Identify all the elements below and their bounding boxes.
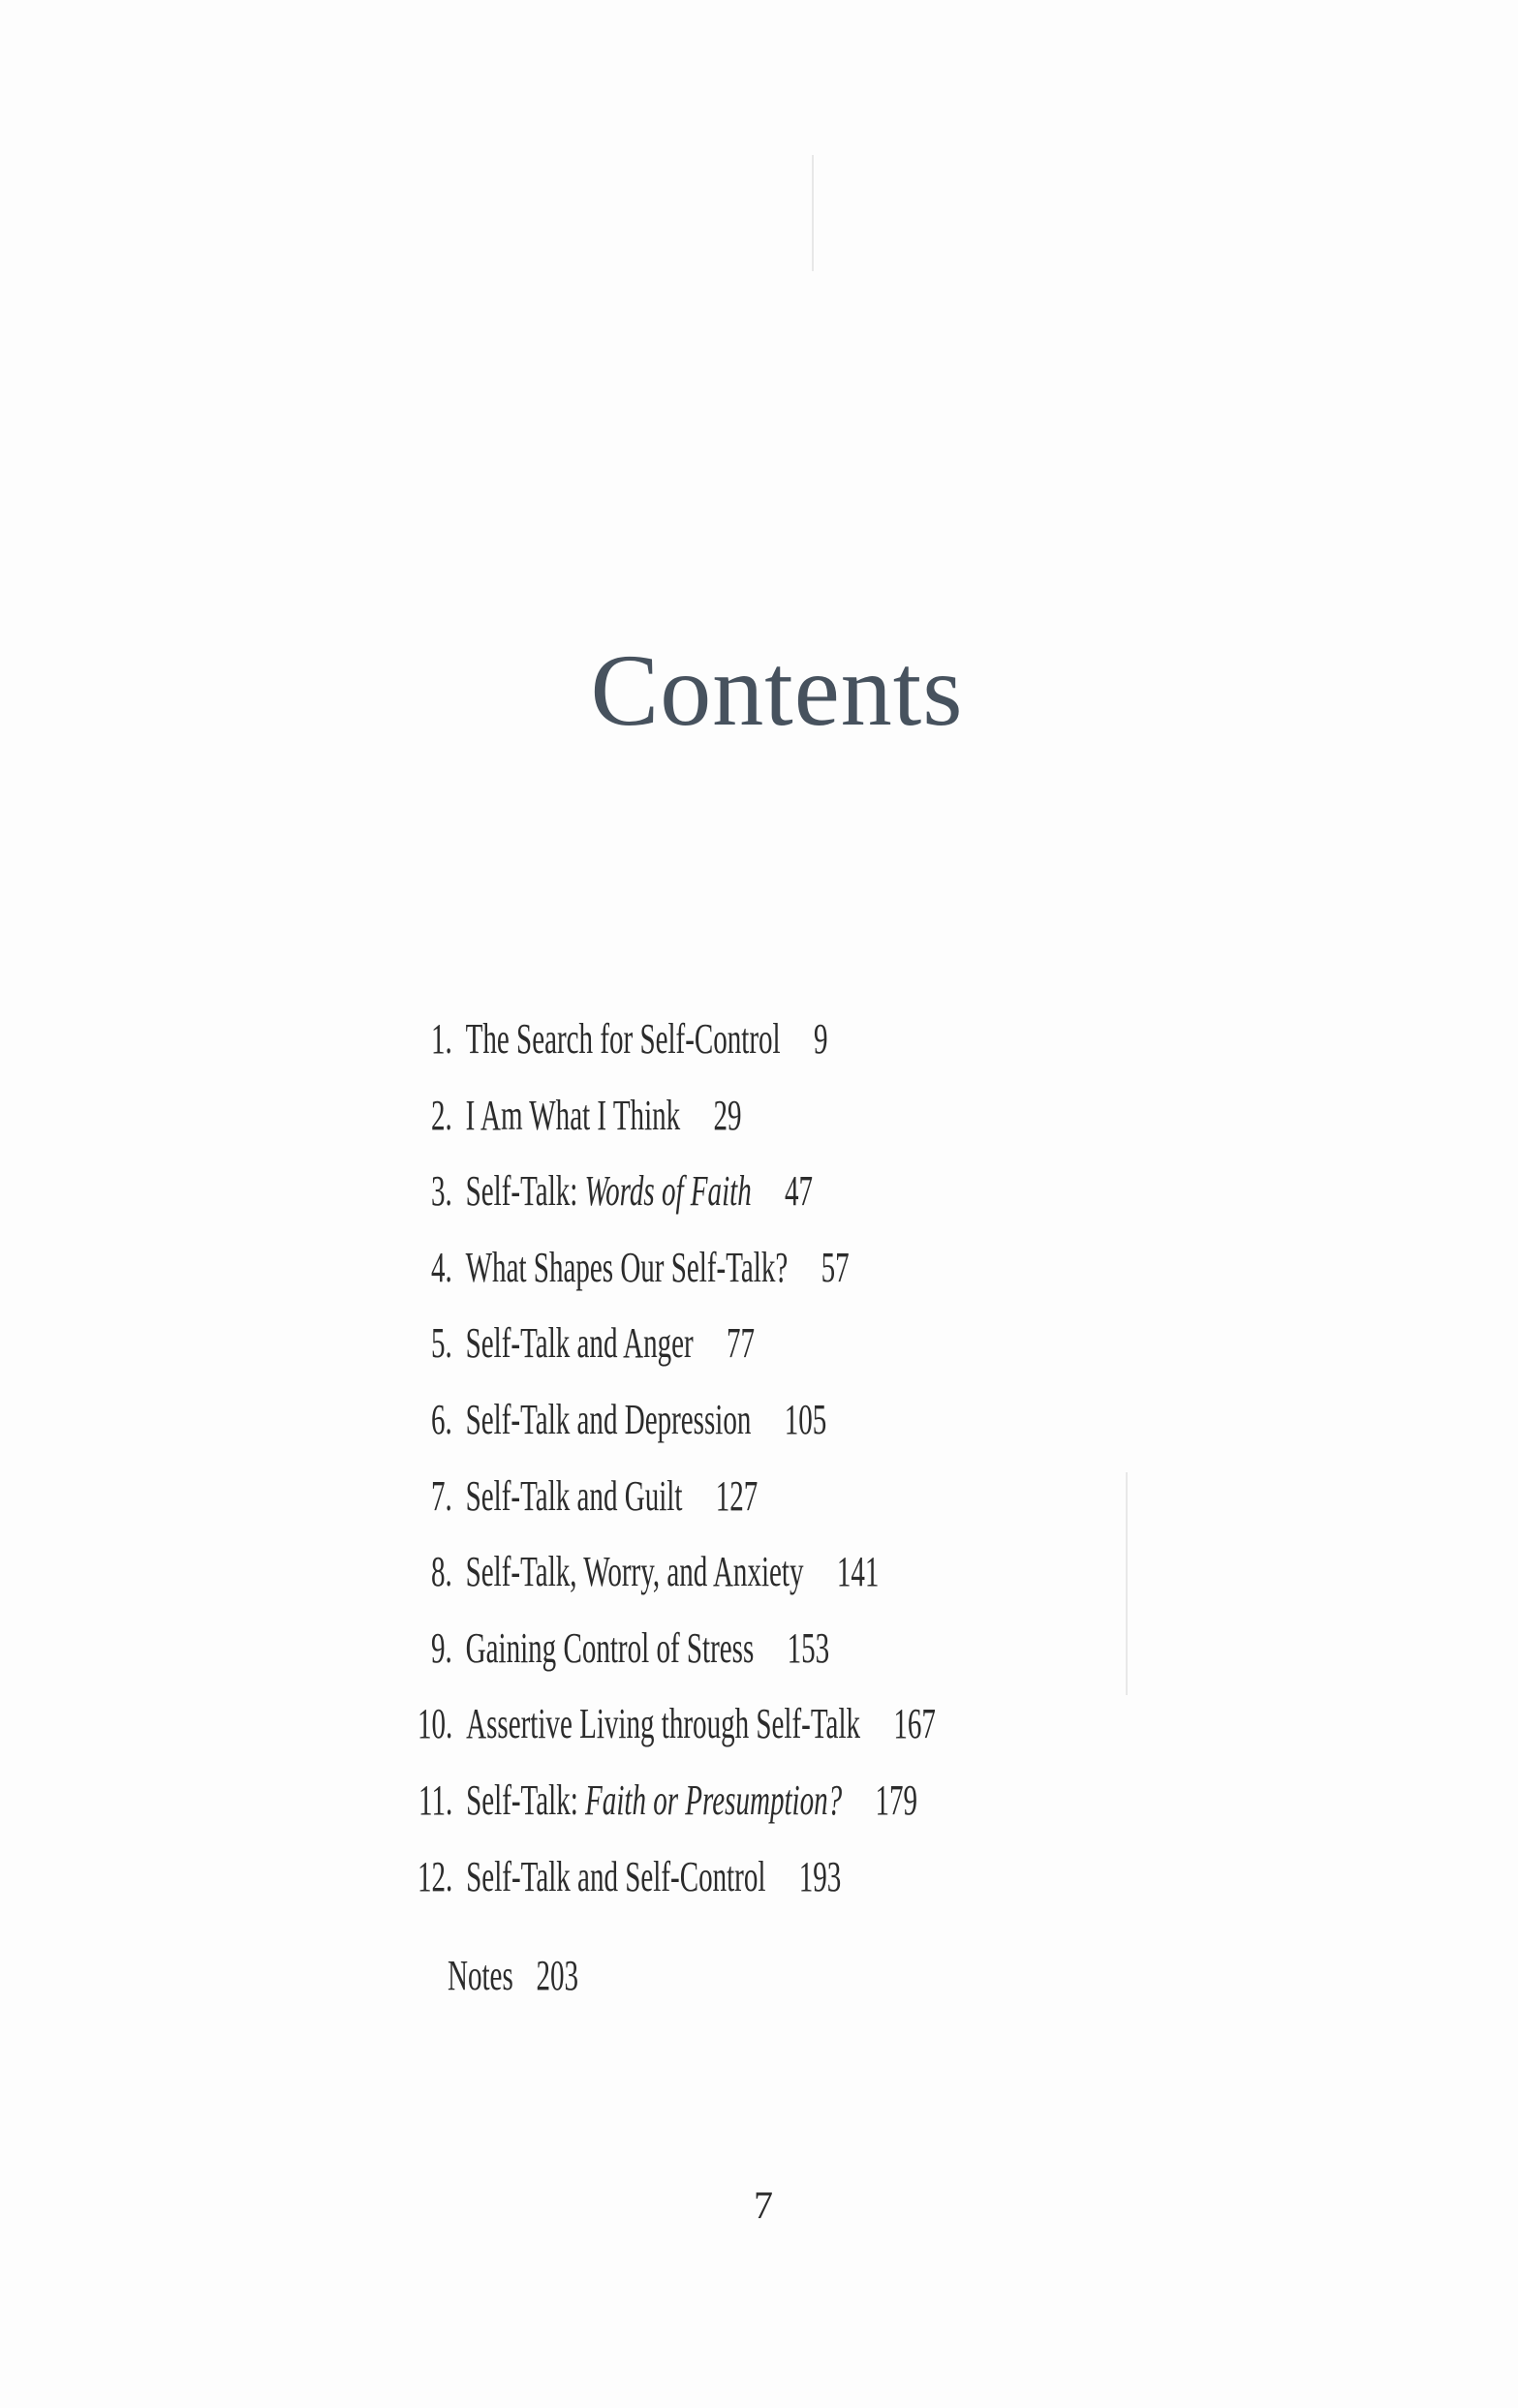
toc-entry-page: 203 (536, 1952, 579, 1999)
page-title: Contents (590, 633, 964, 747)
toc-entry-title-text: I Am What I Think (465, 1091, 681, 1139)
toc-entry-title (465, 1471, 683, 1520)
toc-entry-number: 10. (417, 1700, 452, 1748)
toc-entry-title-italic: Faith or Presumption? (584, 1776, 842, 1824)
toc-entry-title-italic: Words of Faith (584, 1167, 752, 1216)
toc-entry-title-text: Gaining Control of Stress (465, 1623, 755, 1672)
toc-entry-title-text: What Shapes Our Self-Talk? (465, 1243, 789, 1291)
toc-entry-title (465, 1015, 781, 1063)
toc-entry-title: Notes (448, 1952, 513, 1999)
toc-entry-title (465, 1167, 752, 1216)
toc-entry-number: 7. (431, 1471, 452, 1520)
toc-entry-title-text: Assertive Living through Self-Talk (465, 1700, 860, 1748)
toc-entry-page: 179 (875, 1776, 917, 1824)
toc-entry-title-text: Self-Talk: (465, 1776, 585, 1824)
toc-entry-number: 5. (431, 1319, 452, 1368)
toc-entry-title (465, 1776, 842, 1824)
scan-mark (1126, 1472, 1128, 1695)
toc-entry-number: 9. (431, 1623, 452, 1672)
toc-entry-title (465, 1700, 860, 1748)
toc-entry-number: 2. (431, 1091, 452, 1139)
toc-entry-page: 9 (814, 1015, 828, 1063)
page-number: 7 (754, 2183, 773, 2227)
toc-entry-title (465, 1396, 752, 1443)
scan-mark (812, 155, 814, 271)
toc-entry-title-text: Self-Talk and Depression (465, 1396, 752, 1443)
toc-entry-title (465, 1852, 766, 1900)
toc-entry-page: 193 (798, 1852, 842, 1900)
toc-entry-page: 167 (893, 1700, 936, 1748)
toc-entry-number: 3. (431, 1167, 452, 1216)
toc-entry-number: 6. (431, 1396, 452, 1443)
toc-entry-number: 8. (431, 1548, 452, 1596)
toc-entry-title (465, 1243, 789, 1291)
toc-entry-page: 127 (715, 1471, 759, 1520)
toc-entry-title (465, 1091, 681, 1139)
toc-entry-title-text: Self-Talk and Anger (465, 1319, 694, 1368)
toc-entry-title-text: Self-Talk and Self-Control (465, 1852, 766, 1900)
toc-entry-number: 1. (431, 1015, 452, 1063)
toc-entry-page: 47 (785, 1167, 814, 1216)
toc-entry-page: 141 (837, 1548, 880, 1596)
toc-entry-title-text: The Search for Self-Control (465, 1015, 781, 1063)
toc-entry-title-text: Self-Talk and Guilt (465, 1471, 683, 1520)
toc-entry-number: 4. (431, 1243, 452, 1291)
toc-entry-title (465, 1548, 804, 1596)
toc-entry-title-text: Self-Talk: (465, 1167, 585, 1216)
toc-entry-number: 12. (417, 1852, 452, 1900)
toc-entry-page: 105 (784, 1396, 827, 1443)
toc-entry-title-text: Self-Talk, Worry, and Anxiety (465, 1548, 804, 1596)
toc-entry-page: 57 (821, 1243, 850, 1291)
toc-entry-title (465, 1319, 694, 1368)
toc-entry-number: 11. (418, 1776, 452, 1824)
toc-entry-page: 29 (713, 1091, 742, 1139)
toc-entry-page: 77 (727, 1319, 756, 1368)
toc-entry-page: 153 (787, 1623, 830, 1672)
toc-entry-title (465, 1623, 755, 1672)
